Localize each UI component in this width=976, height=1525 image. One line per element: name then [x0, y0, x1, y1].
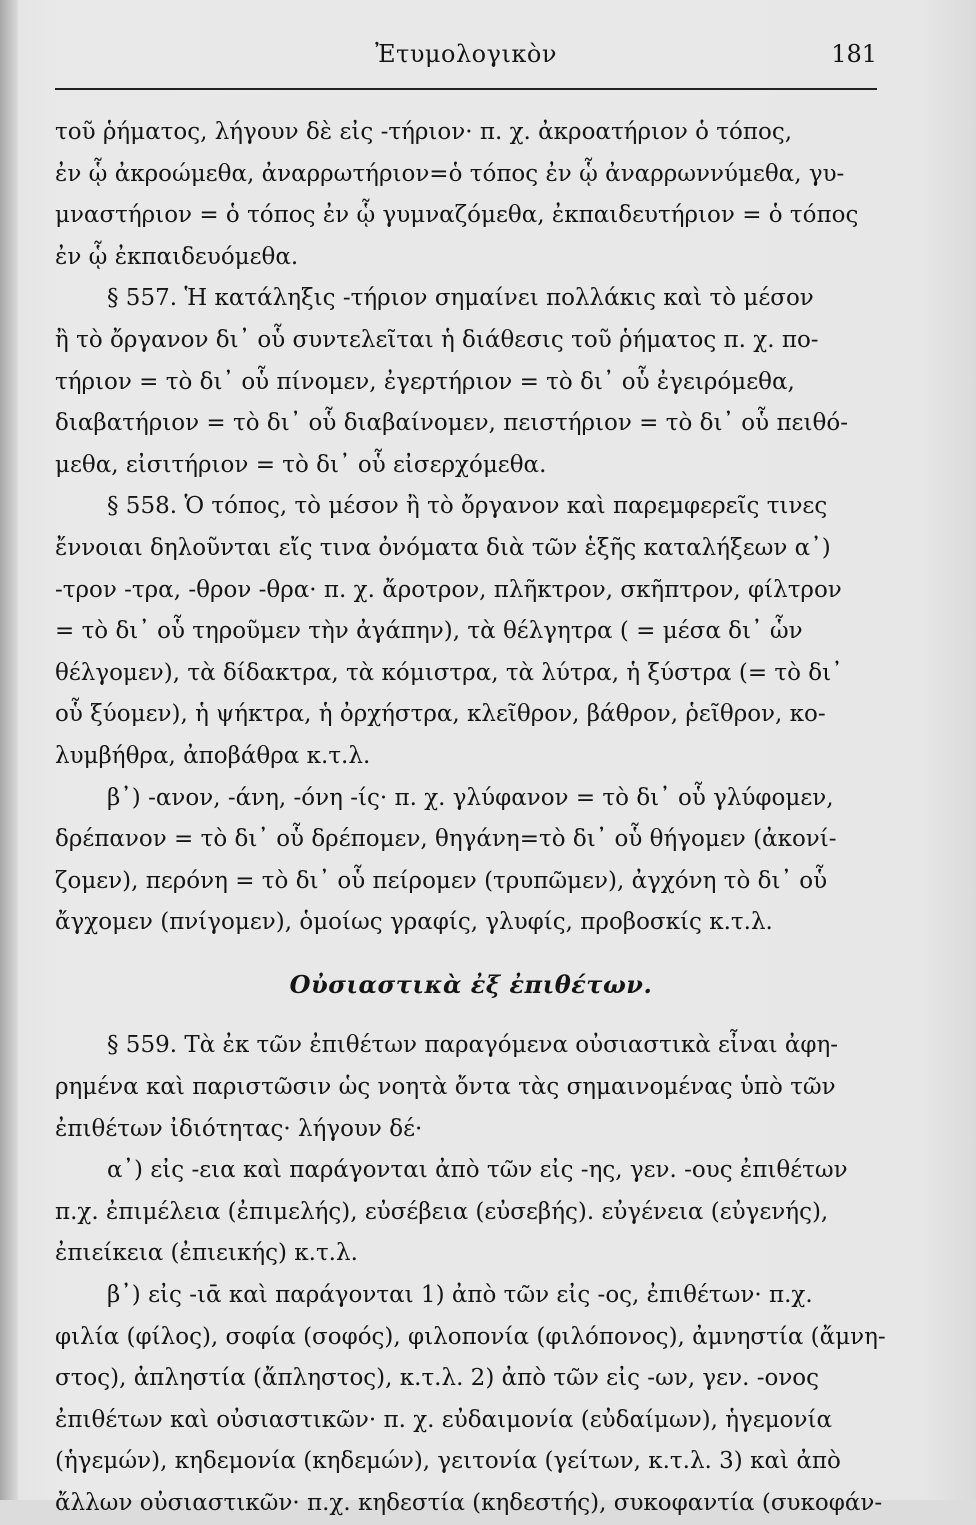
text-block-2	[55, 1025, 887, 1524]
running-header	[55, 36, 877, 76]
text-line: β᾽) -ανον, -άνη, -όνη -ίς· π. χ. γλύφανον = τὸ δι᾽ οὗ γλύφομεν,	[107, 784, 834, 811]
text-line: ἢ τὸ ὄργανον δι᾽ οὗ συντελεῖται ἡ διάθεσις τοῦ ῥήματος π. χ. πο-	[55, 326, 819, 353]
text-line: β᾽) εἰς -ιᾱ καὶ παράγονται 1) ἀπὸ τῶν εἰς -ος, ἐπιθέτων· π.χ.	[107, 1282, 813, 1309]
text-line: ζομεν), περόνη = τὸ δι᾽ οὗ πείρομεν (τρυπῶμεν), ἀγχόνη τὸ δι᾽ οὗ	[55, 867, 828, 894]
running-title: Ἐτυμολογικὸν	[375, 40, 557, 68]
section-heading: Οὐσιαστικὰ ἐξ ἐπιθέτων.	[289, 969, 653, 999]
text-line: τοῦ ῥήματος, λήγουν δὲ εἰς -τήριον· π. χ. ἀκροατήριον ὁ τόπος,	[55, 119, 793, 145]
text-line: λυμβήθρα, ἀποβάθρα κ.τ.λ.	[55, 742, 371, 769]
text-line: οὗ ξύομεν), ἡ ψήκτρα, ἡ ὀρχήστρα, κλεῖθρον, βάθρον, ῥεῖθρον, κο-	[55, 701, 826, 728]
text-line: φιλία (φίλος), σοφία (σοφός), φιλοπονία (φιλόπονος), ἀμνηστία (ἄμνη-	[55, 1323, 886, 1350]
text-line: -τρον -τρα, -θρον -θρα· π. χ. ἄροτρον, πλῆκτρον, σκῆπτρον, φίλτρον	[55, 576, 842, 603]
text-line: § 559. Τὰ ἐκ τῶν ἐπιθέτων παραγόμενα οὐσιαστικὰ εἶναι ἀφη-	[107, 1032, 839, 1059]
text-line: μεθα, εἰσιτήριον = τὸ δι᾽ οὗ εἰσερχόμεθα.	[55, 451, 547, 478]
text-line: (ἡγεμών), κηδεμονία (κηδεμών), γειτονία (γείτων, κ.τ.λ. 3) καὶ ἀπὸ	[55, 1448, 841, 1475]
text-line: ἐν ᾧ ἀκροώμεθα, ἀναρρωτήριον=ὁ τόπος ἐν ᾧ ἀναρρωννύμεθα, γυ-	[55, 160, 845, 187]
text-line: = τὸ δι᾽ οὗ τηροῦμεν τὴν ἀγάπην), τὰ θέλγητρα ( = μέσα δι᾽ ὧν	[55, 618, 803, 645]
page-body	[55, 112, 887, 1525]
text-line: θέλγομεν), τὰ δίδακτρα, τὰ κόμιστρα, τὰ λύτρα, ἡ ξύστρα (= τὸ δι᾽	[55, 659, 843, 686]
text-line: στος), ἀπληστία (ἄπληστος), κ.τ.λ. 2) ἀπὸ τῶν εἰς -ων, γεν. -ονος	[55, 1365, 820, 1392]
page-binding-shadow	[0, 0, 18, 1500]
header-rule	[55, 88, 877, 90]
text-line: ἄγχομεν (πνίγομεν), ὁμοίως γραφίς, γλυφίς, προβοσκίς κ.τ.λ.	[55, 909, 773, 936]
text-line: ἄλλων οὐσιαστικῶν· π.χ. κηδεστία (κηδεστής), συκοφαντία (συκοφάν-	[55, 1490, 883, 1516]
text-line: ἐν ᾧ ἐκπαιδευόμεθα.	[55, 243, 299, 270]
text-line: ἐπιθέτων καὶ οὐσιαστικῶν· π. χ. εὐδαιμονία (εὐδαίμων), ἡγεμονία	[55, 1406, 833, 1433]
text-line: ἔννοιαι δηλοῦνται εἴς τινα ὀνόματα διὰ τῶν ἑξῆς καταλήξεων α᾽)	[55, 534, 831, 561]
text-line: α᾽) εἰς -εια καὶ παράγονται ἀπὸ τῶν εἰς -ης, γεν. -ους ἐπιθέτων	[107, 1157, 848, 1184]
page-number: 181	[831, 40, 877, 68]
text-line: μναστήριον = ὁ τόπος ἐν ᾧ γυμναζόμεθα, ἐκπαιδευτήριον = ὁ τόπος	[55, 202, 859, 229]
text-line: π.χ. ἐπιμέλεια (ἐπιμελής), εὐσέβεια (εὐσεβής). εὐγένεια (εὐγενής),	[55, 1198, 829, 1225]
text-line: ἐπιείκεια (ἐπιεικής) κ.τ.λ.	[55, 1240, 358, 1267]
text-block-1	[55, 112, 887, 944]
text-line: δρέπανον = τὸ δι᾽ οὗ δρέπομεν, θηγάνη=τὸ δι᾽ οὗ θήγομεν (ἀκονί-	[55, 826, 837, 853]
text-line: τήριον = τὸ δι᾽ οὗ πίνομεν, ἐγερτήριον = τὸ δι᾽ οὗ ἐγειρόμεθα,	[55, 368, 795, 395]
text-line: § 557. Ἡ κατάληξις -τήριον σημαίνει πολλάκις καὶ τὸ μέσον	[107, 285, 814, 312]
text-line: ἐπιθέτων ἰδιότητας· λήγουν δέ·	[55, 1115, 423, 1142]
text-line: ρημένα καὶ παριστῶσιν ὡς νοητὰ ὄντα τὰς σημαινομένας ὑπὸ τῶν	[55, 1074, 836, 1101]
text-line: διαβατήριον = τὸ δι᾽ οὗ διαβαίνομεν, πειστήριον = τὸ δι᾽ οὗ πειθό-	[55, 410, 848, 437]
text-line: § 558. Ὁ τόπος, τὸ μέσον ἢ τὸ ὄργανον καὶ παρεμφερεῖς τινες	[107, 493, 828, 520]
